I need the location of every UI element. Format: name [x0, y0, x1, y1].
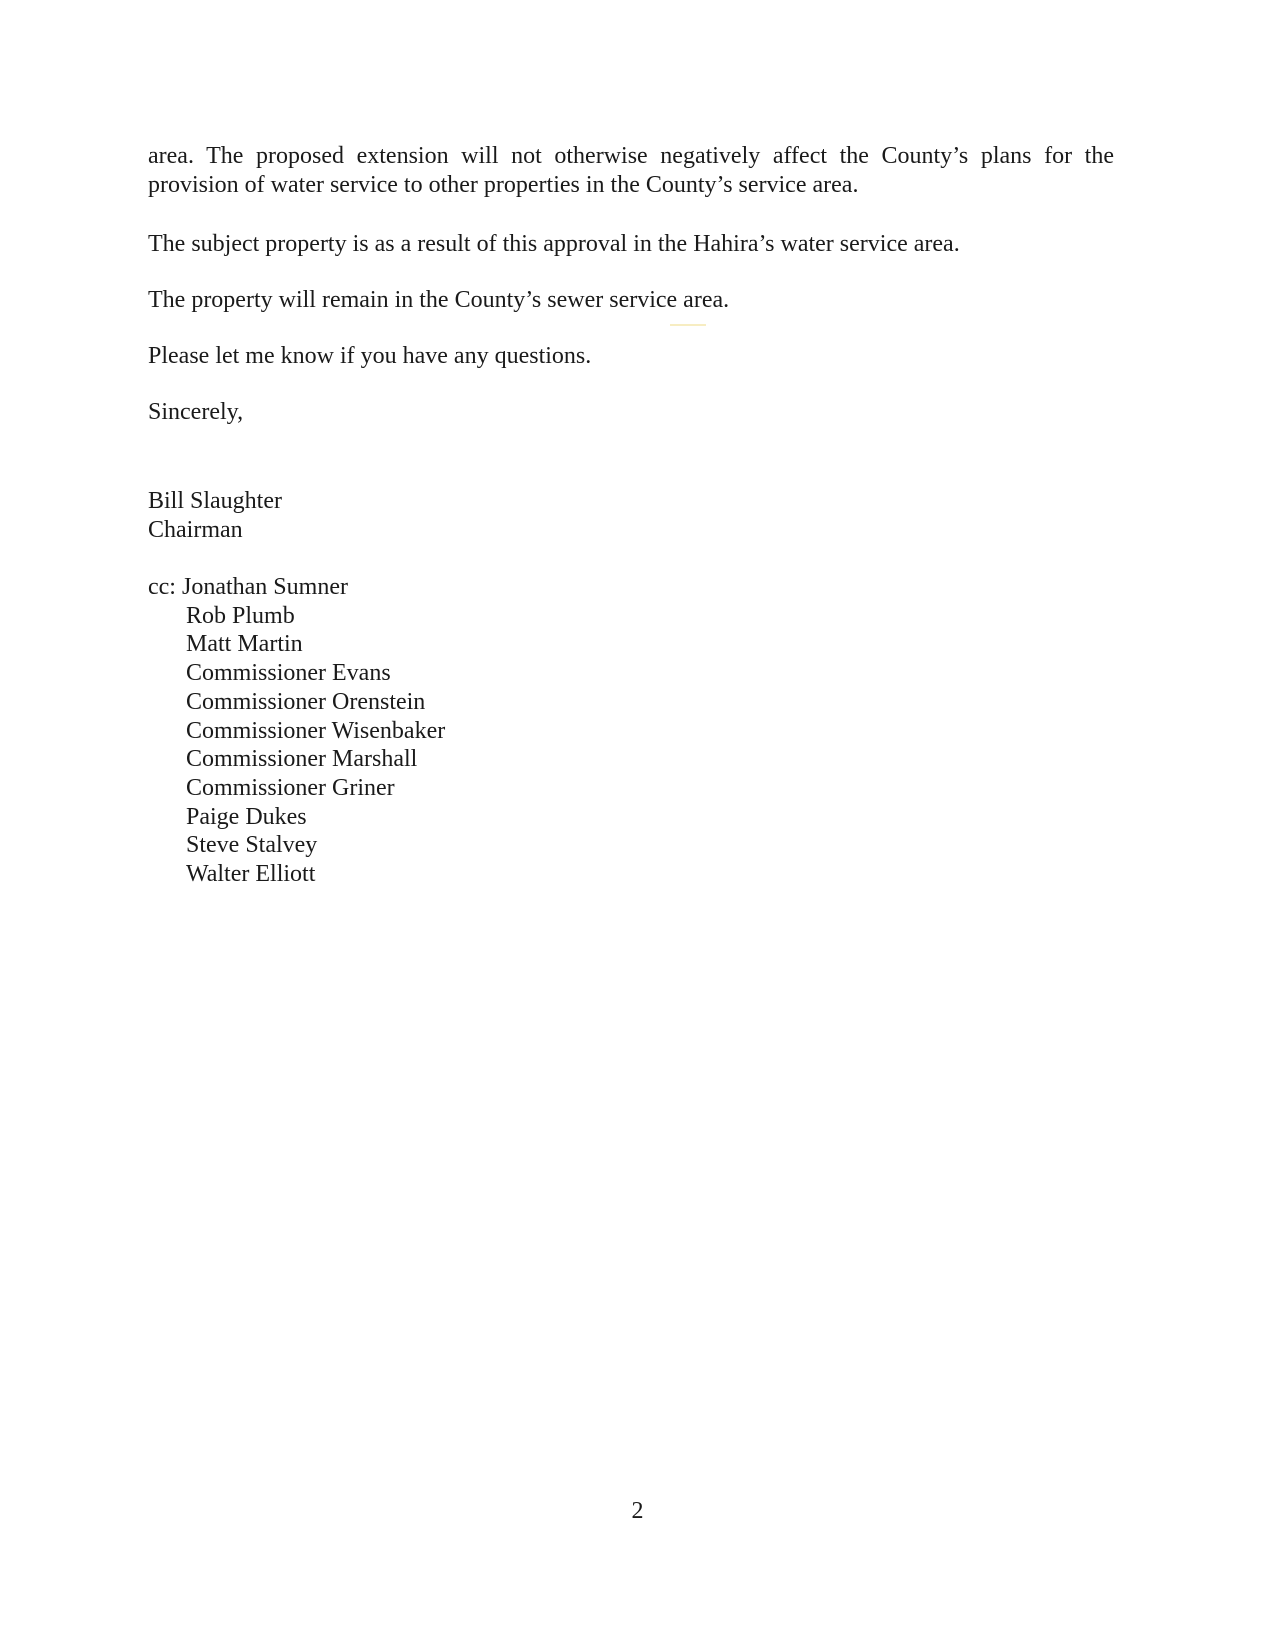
cc-list	[148, 573, 445, 889]
paragraph-sewer-service: The property will remain in the County’s sewer service area.	[148, 287, 730, 313]
closing: Sincerely,	[148, 399, 244, 425]
paragraph-water-service: The subject property is as a result of this approval in the Hahira’s water service area.	[148, 231, 960, 257]
cc-recipient: Commissioner Orenstein	[186, 688, 426, 715]
cc-recipient: Commissioner Griner	[186, 774, 395, 801]
cc-recipient: Paige Dukes	[186, 803, 307, 830]
scan-smudge	[670, 324, 706, 326]
cc-recipient: Walter Elliott	[186, 861, 316, 888]
signer-name: Bill Slaughter	[148, 488, 282, 514]
cc-line	[148, 573, 445, 602]
cc-recipient: Commissioner Wisenbaker	[186, 717, 446, 744]
cc-recipient: Commissioner Marshall	[186, 746, 418, 773]
cc-recipient: Matt Martin	[186, 631, 303, 658]
cc-recipient: Rob Plumb	[186, 602, 295, 629]
cc-recipient: Commissioner Evans	[186, 660, 391, 687]
signer-title: Chairman	[148, 517, 243, 543]
page-number: 2	[631, 1498, 644, 1524]
paragraph-line: provision of water service to other properties in the County’s service area.	[148, 172, 859, 198]
cc-recipient: Jonathan Sumner	[181, 574, 348, 600]
paragraph-line: area. The proposed extension will not otherwise negatively affect the County’s plans for the	[148, 143, 1114, 169]
paragraph-service-area	[148, 142, 1114, 200]
paragraph-questions: Please let me know if you have any questions.	[148, 343, 592, 369]
cc-label: cc:	[148, 574, 176, 600]
cc-recipient: Steve Stalvey	[186, 832, 318, 859]
